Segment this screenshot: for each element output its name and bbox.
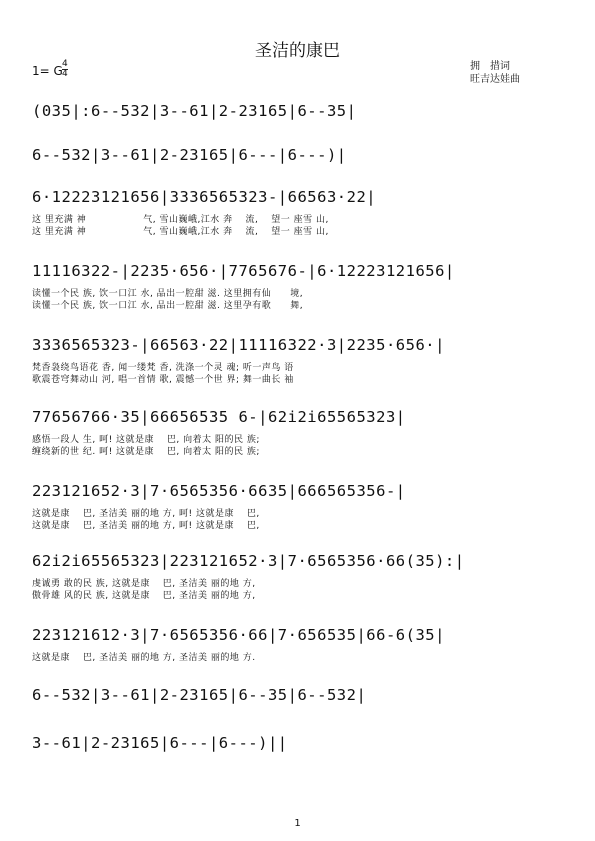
lyric-line-1: 这就是康 巴, 圣洁美 丽的地 方, 圣洁美 丽的地 方.	[32, 653, 256, 663]
lyricist: 拥 措词	[470, 61, 510, 72]
song-title: 圣洁的康巴	[255, 41, 340, 61]
notes-line: 6--532|3--61|2-23165|6---|6---)|	[32, 146, 347, 164]
lyric-line-1: 梵香袅绕鸟语花 香, 闻一缕梵 香, 洗涤一个灵 魂; 听一声鸟 语	[32, 363, 294, 373]
notes-line: (035|:6--532|3--61|2-23165|6--35|	[32, 102, 357, 120]
lyric-line-2: 傲骨雄 风的民 族, 这就是康 巴, 圣洁美 丽的地 方,	[32, 591, 256, 601]
lyric-line-2: 读懂一个民 族, 饮一口江 水, 品出一腔甜 滋. 这里孕有歌 舞,	[32, 301, 304, 311]
composer: 旺吉达娃曲	[470, 74, 520, 85]
lyric-line-2: 这 里充满 神 气, 雪山巍峨,江水 奔 流, 望一 座雪 山,	[32, 227, 329, 237]
lyric-line-1: 这 里充满 神 气, 雪山巍峨,江水 奔 流, 望一 座雪 山,	[32, 215, 329, 225]
notes-line: 3336565323-|66563·22|11116322·3|2235·656·|	[32, 336, 445, 354]
time-signature	[62, 60, 68, 79]
notes-line: 223121612·3|7·6565356·66|7·656535|66-6(35|	[32, 626, 445, 644]
notes-line: 3--61|2-23165|6---|6---)||	[32, 734, 288, 752]
meter-top: 4	[62, 59, 68, 69]
lyric-line-1: 读懂一个民 族, 饮一口江 水, 品出一腔甜 滋. 这里拥有仙 境,	[32, 289, 304, 299]
credits	[470, 60, 520, 86]
lyric-line-2: 缠绕新的世 纪. 呵! 这就是康 巴, 向着太 阳的民 族;	[32, 447, 260, 457]
notes-line: 6--532|3--61|2-23165|6--35|6--532|	[32, 686, 367, 704]
notes-line: 62i2i65565323|223121652·3|7·6565356·66(35):|	[32, 552, 465, 570]
key-signature: 1= G	[32, 64, 63, 78]
notes-line: 223121652·3|7·6565356·6635|666565356-|	[32, 482, 406, 500]
notes-line: 6·12223121656|3336565323-|66563·22|	[32, 188, 377, 206]
lyric-line-1: 这就是康 巴, 圣洁美 丽的地 方, 呵! 这就是康 巴,	[32, 509, 260, 519]
meter-bottom: 4	[62, 69, 68, 79]
lyric-line-2: 这就是康 巴, 圣洁美 丽的地 方, 呵! 这就是康 巴,	[32, 521, 260, 531]
notes-line: 77656766·35|66656535 6-|62i2i65565323|	[32, 408, 406, 426]
notes-line: 11116322-|2235·656·|7765676-|6·12223121656|	[32, 262, 455, 280]
page-number: 1	[294, 818, 301, 829]
lyric-line-1: 虔诚勇 敢的民 族, 这就是康 巴, 圣洁美 丽的地 方,	[32, 579, 256, 589]
lyric-line-2: 歌震苍穹舞动山 河, 唱一首情 歌, 震憾一个世 界; 舞一曲长 袖	[32, 375, 294, 385]
lyric-line-1: 感悟一段人 生, 呵! 这就是康 巴, 向着太 阳的民 族;	[32, 435, 260, 445]
